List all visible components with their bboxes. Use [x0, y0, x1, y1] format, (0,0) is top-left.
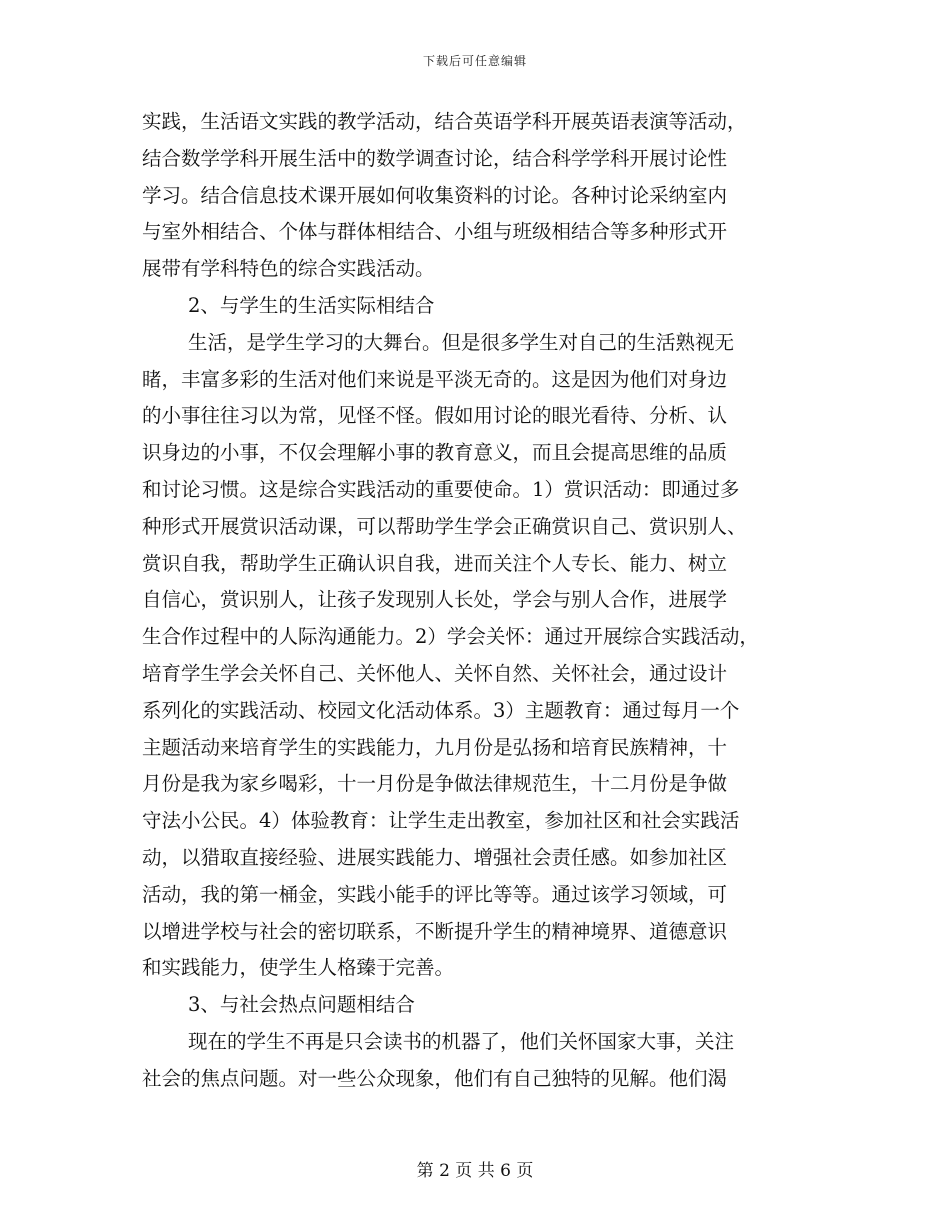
- text-line: 展带有学科特色的综合实践活动。: [142, 257, 435, 281]
- page-number-footer: [0, 1156, 950, 1181]
- footer-mid: 页 共: [455, 1161, 495, 1181]
- document-body: [142, 104, 812, 1098]
- text-line: 社会的焦点问题。对一些公众现象，他们有自己独特的见解。他们渴: [142, 1066, 728, 1090]
- footer-current-page: 2: [439, 1161, 450, 1181]
- paragraph-start-line: 生活，是学生学习的大舞台。但是很多学生对自己的生活熟视无: [188, 330, 735, 354]
- text-line: 生合作过程中的人际沟通能力。2）学会关怀：通过开展综合实践活动，: [142, 625, 759, 649]
- text-line: 种形式开展赏识活动课，可以帮助学生学会正确赏识自己、赏识别人、: [142, 514, 747, 538]
- text-line: 自信心，赏识别人，让孩子发现别人长处，学会与别人合作，进展学: [142, 588, 728, 612]
- text-line: 学习。结合信息技术课开展如何收集资料的讨论。各种讨论采纳室内: [142, 183, 728, 207]
- footer-prefix: 第: [416, 1161, 434, 1181]
- text-line: 主题活动来培育学生的实践能力，九月份是弘扬和培育民族精神，十: [142, 735, 728, 759]
- paragraph-start-line: 现在的学生不再是只会读书的机器了，他们关怀国家大事，关注: [188, 1029, 735, 1053]
- text-line: 与室外相结合、个体与群体相结合、小组与班级相结合等多种形式开: [142, 220, 728, 244]
- text-line: 月份是我为家乡喝彩，十一月份是争做法律规范生，十二月份是争做: [142, 772, 728, 796]
- footer-suffix: 页: [516, 1161, 534, 1181]
- text-line: 活动，我的第一桶金，实践小能手的评比等等。通过该学习领域，可: [142, 882, 728, 906]
- footer-total-pages: 6: [500, 1161, 511, 1181]
- text-line: 识身边的小事，不仅会理解小事的教育意义，而且会提高思维的品质: [142, 441, 728, 465]
- section-heading: 2、与学生的生活实际相结合: [188, 293, 435, 317]
- text-line: 结合数学学科开展生活中的数学调查讨论，结合科学学科开展讨论性: [142, 146, 728, 170]
- text-line: 动，以猎取直接经验、进展实践能力、增强社会责任感。如参加社区: [142, 845, 728, 869]
- text-line: 系列化的实践活动、校园文化活动体系。3）主题教育：通过每月一个: [142, 698, 740, 722]
- text-line: 实践，生活语文实践的教学活动，结合英语学科开展英语表演等活动，: [142, 110, 747, 133]
- text-line: 和实践能力，使学生人格臻于完善。: [142, 956, 455, 980]
- page-header-note: 下载后可任意编辑: [422, 54, 527, 68]
- text-line: 睹，丰富多彩的生活对他们来说是平淡无奇的。这是因为他们对身边: [142, 367, 728, 391]
- text-line: 以增进学校与社会的密切联系，不断提升学生的精神境界、道德意识: [142, 919, 728, 943]
- text-line: 和讨论习惯。这是综合实践活动的重要使命。1）赏识活动：即通过多: [142, 477, 740, 501]
- section-heading: 3、与社会热点问题相结合: [188, 993, 415, 1017]
- text-line: 赏识自我，帮助学生正确认识自我，进而关注个人专长、能力、树立: [142, 551, 728, 575]
- text-line: 守法小公民。4）体验教育：让学生走出教室，参加社区和社会实践活: [142, 809, 740, 833]
- text-line: 培育学生学会关怀自己、关怀他人、关怀自然、关怀社会，通过设计: [142, 661, 728, 685]
- text-line: 的小事往往习以为常，见怪不怪。假如用讨论的眼光看待、分析、认: [142, 404, 728, 428]
